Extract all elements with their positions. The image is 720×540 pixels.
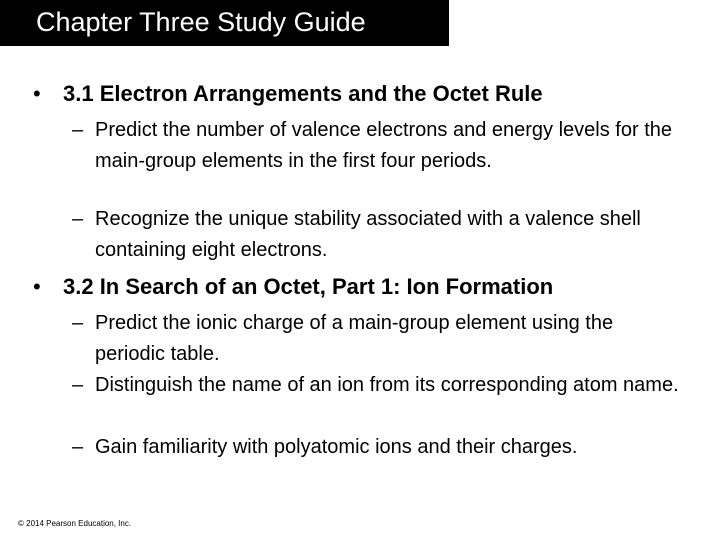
dash-icon: – <box>72 119 84 141</box>
slide-title: Chapter Three Study Guide <box>36 7 366 37</box>
list-item-text: Distinguish the name of an ion from its corresponding atom name. <box>95 374 679 396</box>
list-item <box>72 204 682 266</box>
section-heading: 3.1 Electron Arrangements and the Octet Rule <box>63 81 543 106</box>
dash-icon: – <box>72 374 84 396</box>
list-item <box>72 115 682 177</box>
section-heading-row <box>33 80 543 108</box>
dash-icon: – <box>72 208 84 230</box>
list-item-text: Recognize the unique stability associated with a valence shell containing eight electrons. <box>95 208 641 261</box>
bullet-icon: • <box>33 274 41 299</box>
list-item-text: Gain familiarity with polyatomic ions and their charges. <box>95 436 578 458</box>
list-item <box>72 370 682 401</box>
list-item-text: Predict the number of valence electrons and energy levels for the main-group elements in the first four periods. <box>95 119 672 172</box>
list-item <box>72 432 682 463</box>
bullet-icon: • <box>33 81 41 106</box>
section-heading-row <box>33 273 553 301</box>
copyright-footer: © 2014 Pearson Education, Inc. <box>18 519 132 528</box>
list-item <box>72 308 682 370</box>
list-item-text: Predict the ionic charge of a main-group element using the periodic table. <box>95 312 614 365</box>
dash-icon: – <box>72 436 84 458</box>
section-heading: 3.2 In Search of an Octet, Part 1: Ion Formation <box>63 274 554 299</box>
dash-icon: – <box>72 312 84 334</box>
title-bar <box>0 0 449 46</box>
